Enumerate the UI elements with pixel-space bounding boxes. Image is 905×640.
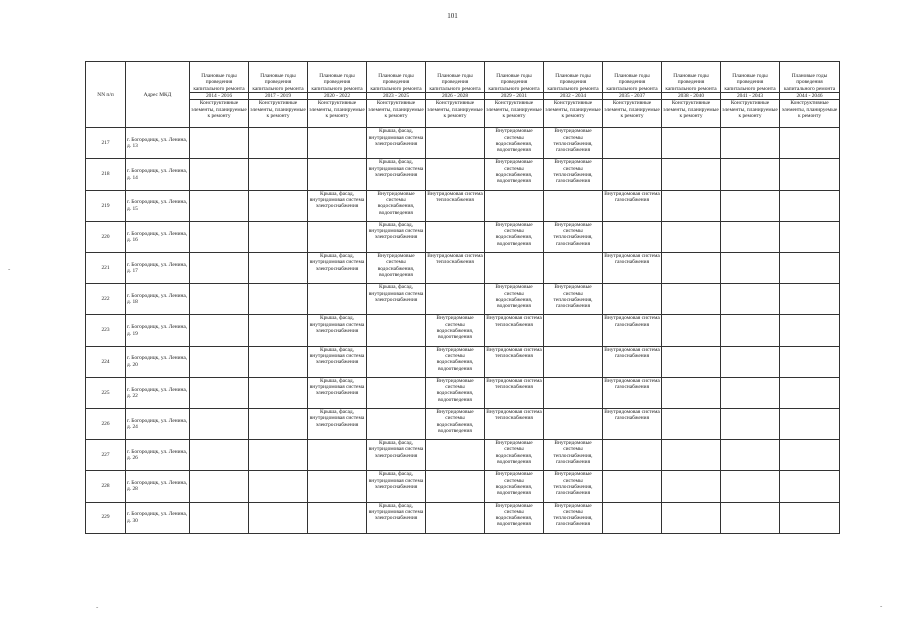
work-cell	[780, 284, 840, 315]
work-cell	[721, 408, 780, 439]
column-header-elements: Конструктивные элементы, планируемые к ремонту	[662, 100, 721, 128]
work-cell	[721, 253, 780, 284]
column-header-elements: Конструктивные элементы, планируемые к ремонту	[603, 100, 662, 128]
address-cell: г. Богородицк, ул. Ленина, д. 20	[126, 346, 190, 377]
work-cell	[308, 284, 367, 315]
work-cell	[662, 315, 721, 346]
column-header-elements: Конструктивные элементы, планируемые к ремонту	[190, 100, 249, 128]
work-cell	[190, 159, 249, 190]
capital-repair-plan-table	[85, 61, 840, 534]
work-cell	[780, 128, 840, 159]
table-row	[86, 346, 840, 377]
column-header-period-label: Плановые годы проведения капитального ремонта	[721, 62, 780, 93]
row-number-cell: 228	[86, 471, 126, 502]
work-cell	[367, 346, 426, 377]
work-cell	[603, 440, 662, 471]
work-cell	[780, 471, 840, 502]
work-cell: Внутридомовые системы теплоснабжения, газоснабжения	[544, 284, 603, 315]
work-cell	[249, 284, 308, 315]
row-number-cell: 222	[86, 284, 126, 315]
work-cell: Внутридомовая система теплоснабжения	[485, 346, 544, 377]
work-cell: Крыша, фасад, внутридомовая система электроснабжения	[367, 502, 426, 533]
column-header-period-label: Плановые годы проведения капитального ремонта	[190, 62, 249, 93]
work-cell	[249, 502, 308, 533]
work-cell	[426, 284, 485, 315]
work-cell	[662, 190, 721, 221]
table-row	[86, 377, 840, 408]
column-header-period-label: Плановые годы проведения капитального ремонта	[662, 62, 721, 93]
scan-mark: -	[96, 603, 99, 611]
work-cell	[544, 408, 603, 439]
column-header-period-label: Плановые годы проведения капитального ремонта	[249, 62, 308, 93]
work-cell	[426, 440, 485, 471]
work-cell	[249, 440, 308, 471]
work-cell: Внутридомовые системы водоснабжения, водоотведения	[426, 408, 485, 439]
table-row	[86, 315, 840, 346]
work-cell	[367, 377, 426, 408]
work-cell	[190, 221, 249, 252]
work-cell: Крыша, фасад, внутридомовая система электроснабжения	[308, 190, 367, 221]
work-cell	[190, 440, 249, 471]
work-cell	[662, 408, 721, 439]
work-cell	[249, 377, 308, 408]
column-header-years: 2041 - 2043	[721, 93, 780, 100]
column-header-years: 2029 - 2031	[485, 93, 544, 100]
table-row	[86, 471, 840, 502]
work-cell	[249, 346, 308, 377]
work-cell	[721, 471, 780, 502]
row-number-cell: 224	[86, 346, 126, 377]
work-cell	[485, 190, 544, 221]
work-cell	[721, 346, 780, 377]
work-cell	[780, 221, 840, 252]
column-header-period-label: Плановые годы проведения капитального ремонта	[603, 62, 662, 93]
table-row	[86, 253, 840, 284]
work-cell	[662, 284, 721, 315]
work-cell	[780, 315, 840, 346]
work-cell	[190, 253, 249, 284]
address-cell: г. Богородицк, ул. Ленина, д. 17	[126, 253, 190, 284]
address-cell: г. Богородицк, ул. Ленина, д. 13	[126, 128, 190, 159]
work-cell	[662, 159, 721, 190]
work-cell	[249, 471, 308, 502]
column-header-years: 2032 - 2034	[544, 93, 603, 100]
column-header-elements: Конструктивные элементы, планируемые к ремонту	[249, 100, 308, 128]
row-number-cell: 221	[86, 253, 126, 284]
column-header-years: 2017 - 2019	[249, 93, 308, 100]
work-cell	[190, 471, 249, 502]
address-cell: г. Богородицк, ул. Ленина, д. 24	[126, 408, 190, 439]
work-cell: Крыша, фасад, внутридомовая система электроснабжения	[308, 346, 367, 377]
table-row	[86, 502, 840, 533]
page-number: 101	[447, 12, 458, 20]
address-cell: г. Богородицк, ул. Ленина, д. 16	[126, 221, 190, 252]
work-cell	[662, 221, 721, 252]
work-cell	[662, 471, 721, 502]
address-cell: г. Богородицк, ул. Ленина, д. 15	[126, 190, 190, 221]
column-header-period-label: Плановые годы проведения капитального ремонта	[780, 62, 840, 93]
work-cell	[426, 128, 485, 159]
table-row	[86, 408, 840, 439]
work-cell	[662, 440, 721, 471]
work-cell	[721, 159, 780, 190]
work-cell	[249, 159, 308, 190]
work-cell	[426, 471, 485, 502]
column-header-years: 2035 - 2037	[603, 93, 662, 100]
address-cell: г. Богородицк, ул. Ленина, д. 28	[126, 471, 190, 502]
work-cell	[308, 128, 367, 159]
work-cell: Внутридомовые системы водоснабжения, водоотведения	[485, 471, 544, 502]
work-cell	[721, 128, 780, 159]
work-cell	[249, 190, 308, 221]
work-cell: Внутридомовая система газоснабжения	[603, 377, 662, 408]
work-cell	[367, 408, 426, 439]
work-cell	[721, 502, 780, 533]
work-cell	[662, 377, 721, 408]
address-cell: г. Богородицк, ул. Ленина, д. 14	[126, 159, 190, 190]
work-cell: Внутридомовые системы водоснабжения, водоотведения	[367, 253, 426, 284]
work-cell: Внутридомовая система газоснабжения	[603, 253, 662, 284]
work-cell: Внутридомовая система газоснабжения	[603, 408, 662, 439]
row-number-cell: 229	[86, 502, 126, 533]
work-cell: Внутридомовые системы водоснабжения, водоотведения	[367, 190, 426, 221]
table-row	[86, 159, 840, 190]
column-header-years: 2020 - 2022	[308, 93, 367, 100]
work-cell	[426, 159, 485, 190]
work-cell	[780, 159, 840, 190]
work-cell	[190, 315, 249, 346]
work-cell: Крыша, фасад, внутридомовая система электроснабжения	[308, 253, 367, 284]
work-cell	[721, 190, 780, 221]
work-cell: Крыша, фасад, внутридомовая система электроснабжения	[367, 471, 426, 502]
work-cell	[485, 253, 544, 284]
work-cell	[662, 253, 721, 284]
address-cell: г. Богородицк, ул. Ленина, д. 30	[126, 502, 190, 533]
work-cell	[780, 440, 840, 471]
work-cell: Внутридомовые системы водоснабжения, водоотведения	[485, 128, 544, 159]
work-cell	[190, 408, 249, 439]
row-number-cell: 219	[86, 190, 126, 221]
row-number-cell: 225	[86, 377, 126, 408]
work-cell	[780, 502, 840, 533]
work-cell: Внутридомовые системы водоснабжения, водоотведения	[485, 159, 544, 190]
work-cell	[603, 221, 662, 252]
address-cell: г. Богородицк, ул. Ленина, д. 19	[126, 315, 190, 346]
scan-mark: -	[880, 602, 883, 610]
row-number-cell: 226	[86, 408, 126, 439]
address-cell: г. Богородицк, ул. Ленина, д. 18	[126, 284, 190, 315]
work-cell	[662, 128, 721, 159]
column-header-elements: Конструктивные элементы, планируемые к ремонту	[308, 100, 367, 128]
work-cell: Крыша, фасад, внутридомовая система электроснабжения	[367, 221, 426, 252]
work-cell	[603, 471, 662, 502]
work-cell: Внутридомовые системы теплоснабжения, газоснабжения	[544, 221, 603, 252]
work-cell: Крыша, фасад, внутридомовая система электроснабжения	[367, 284, 426, 315]
work-cell: Внутридомовые системы теплоснабжения, газоснабжения	[544, 159, 603, 190]
work-cell: Крыша, фасад, внутридомовая система электроснабжения	[367, 440, 426, 471]
column-header-elements: Конструктивные элементы, планируемые к ремонту	[367, 100, 426, 128]
column-header-elements: Конструктивные элементы, планируемые к ремонту	[485, 100, 544, 128]
column-header-years: 2023 - 2025	[367, 93, 426, 100]
row-number-cell: 218	[86, 159, 126, 190]
work-cell	[721, 315, 780, 346]
table-header	[86, 62, 840, 128]
work-cell: Внутридомовые системы теплоснабжения, газоснабжения	[544, 502, 603, 533]
address-cell: г. Богородицк, ул. Ленина, д. 26	[126, 440, 190, 471]
column-header-elements: Конструктивные элементы, планируемые к ремонту	[721, 100, 780, 128]
work-cell: Внутридомовая система теплоснабжения	[485, 315, 544, 346]
work-cell	[544, 377, 603, 408]
row-number-cell: 227	[86, 440, 126, 471]
table-row	[86, 284, 840, 315]
work-cell: Внутридомовая система газоснабжения	[603, 315, 662, 346]
column-header-period-label: Плановые годы проведения капитального ремонта	[485, 62, 544, 93]
work-cell	[190, 346, 249, 377]
work-cell: Внутридомовая система газоснабжения	[603, 190, 662, 221]
address-cell: г. Богородицк, ул. Ленина, д. 22	[126, 377, 190, 408]
work-cell	[249, 253, 308, 284]
work-cell	[662, 346, 721, 377]
row-number-cell: 223	[86, 315, 126, 346]
work-cell	[190, 128, 249, 159]
work-cell	[308, 159, 367, 190]
work-cell	[426, 502, 485, 533]
scan-mark: -	[8, 265, 11, 273]
work-cell: Внутридомовые системы водоснабжения, водоотведения	[485, 284, 544, 315]
work-cell	[603, 502, 662, 533]
work-cell	[249, 221, 308, 252]
work-cell: Крыша, фасад, внутридомовая система электроснабжения	[367, 159, 426, 190]
work-cell	[780, 190, 840, 221]
work-cell	[190, 377, 249, 408]
table-row	[86, 190, 840, 221]
work-cell: Внутридомовые системы теплоснабжения, газоснабжения	[544, 128, 603, 159]
work-cell: Внутридомовая система теплоснабжения	[426, 253, 485, 284]
work-cell: Внутридомовая система теплоснабжения	[485, 408, 544, 439]
work-cell: Крыша, фасад, внутридомовая система электроснабжения	[367, 128, 426, 159]
work-cell	[721, 221, 780, 252]
work-cell	[308, 471, 367, 502]
work-cell	[721, 377, 780, 408]
work-cell: Внутридомовые системы водоснабжения, водоотведения	[485, 221, 544, 252]
work-cell: Внутридомовая система теплоснабжения	[426, 190, 485, 221]
work-cell	[544, 346, 603, 377]
column-header-elements: Конструктивные элементы, планируемые к ремонту	[426, 100, 485, 128]
column-header-years: 2026 - 2028	[426, 93, 485, 100]
column-header-years: 2014 - 2016	[190, 93, 249, 100]
column-header-period-label: Плановые годы проведения капитального ремонта	[544, 62, 603, 93]
column-header-period-label: Плановые годы проведения капитального ремонта	[367, 62, 426, 93]
work-cell	[308, 221, 367, 252]
work-cell	[190, 284, 249, 315]
column-header-address: Адрес МКД	[126, 62, 190, 128]
work-cell	[544, 190, 603, 221]
column-header-years: 2038 - 2040	[662, 93, 721, 100]
work-cell	[780, 408, 840, 439]
work-cell	[603, 159, 662, 190]
table-row	[86, 128, 840, 159]
column-header-elements: Конструктивные элементы, планируемые к ремонту	[780, 100, 840, 128]
work-cell	[780, 346, 840, 377]
work-cell	[780, 377, 840, 408]
work-cell: Внутридомовая система теплоснабжения	[485, 377, 544, 408]
work-cell	[367, 315, 426, 346]
work-cell	[662, 502, 721, 533]
work-cell	[721, 284, 780, 315]
work-cell	[249, 315, 308, 346]
work-cell	[544, 315, 603, 346]
table-row	[86, 221, 840, 252]
column-header-years: 2044 - 2046	[780, 93, 840, 100]
work-cell	[308, 502, 367, 533]
work-cell: Внутридомовые системы водоснабжения, водоотведения	[426, 315, 485, 346]
work-cell	[308, 440, 367, 471]
work-cell	[190, 190, 249, 221]
work-cell: Внутридомовые системы водоснабжения, водоотведения	[426, 346, 485, 377]
table-body	[86, 128, 840, 533]
work-cell	[544, 253, 603, 284]
work-cell: Внутридомовые системы водоснабжения, водоотведения	[485, 440, 544, 471]
column-header-number: NN п/п	[86, 62, 126, 128]
work-cell	[603, 284, 662, 315]
work-cell: Крыша, фасад, внутридомовая система электроснабжения	[308, 408, 367, 439]
work-cell	[603, 128, 662, 159]
work-cell: Внутридомовые системы теплоснабжения, газоснабжения	[544, 471, 603, 502]
column-header-period-label: Плановые годы проведения капитального ремонта	[426, 62, 485, 93]
work-cell	[426, 221, 485, 252]
work-cell	[249, 128, 308, 159]
work-cell: Внутридомовая система газоснабжения	[603, 346, 662, 377]
work-cell: Внутридомовые системы водоснабжения, водоотведения	[485, 502, 544, 533]
work-cell: Крыша, фасад, внутридомовая система электроснабжения	[308, 377, 367, 408]
work-cell: Внутридомовые системы водоснабжения, водоотведения	[426, 377, 485, 408]
column-header-elements: Конструктивные элементы, планируемые к ремонту	[544, 100, 603, 128]
row-number-cell: 217	[86, 128, 126, 159]
work-cell	[249, 408, 308, 439]
work-cell: Крыша, фасад, внутридомовая система электроснабжения	[308, 315, 367, 346]
work-cell	[721, 440, 780, 471]
column-header-period-label: Плановые годы проведения капитального ремонта	[308, 62, 367, 93]
work-cell: Внутридомовые системы теплоснабжения, газоснабжения	[544, 440, 603, 471]
work-cell	[780, 253, 840, 284]
row-number-cell: 220	[86, 221, 126, 252]
work-cell	[190, 502, 249, 533]
table-row	[86, 440, 840, 471]
